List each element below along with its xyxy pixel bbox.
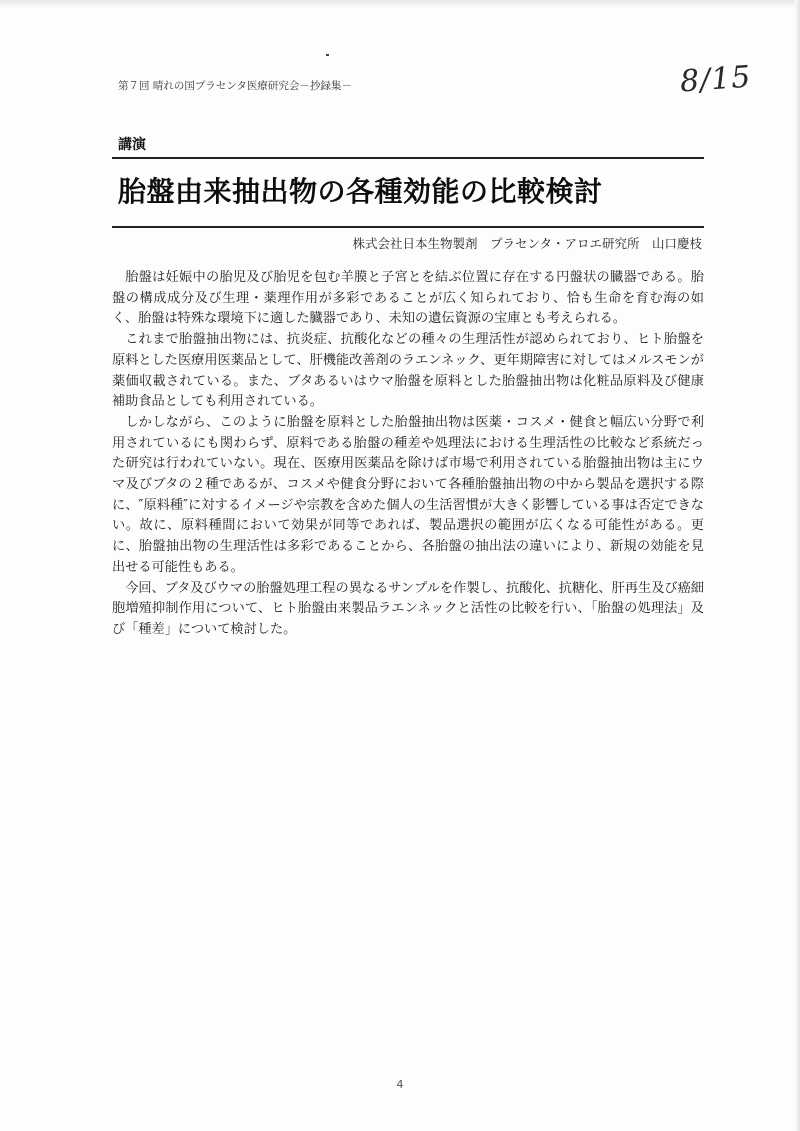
scan-speck xyxy=(326,54,329,56)
handwritten-date-note: 8/15 xyxy=(678,59,753,100)
title-rule-top xyxy=(112,157,704,159)
paragraph: これまで胎盤抽出物には、抗炎症、抗酸化などの種々の生理活性が認められており、ヒト胎盤を原料とした医療用医薬品として、肝機能改善剤のラエンネック、更年期障害に対してはメルスモンが薬価収載されている。また、ブタあるいはウマ胎盤を原料とした胎盤抽出物は化粧品原料及び健康補助食品としても利用されている。 xyxy=(112,332,704,410)
title-rule-bottom xyxy=(112,226,704,228)
paragraph: 胎盤は妊娠中の胎児及び胎児を包む羊膜と子宮とを結ぶ位置に存在する円盤状の臓器である。胎盤の構成成分及び生理・薬理作用が多彩であることが広く知られており、恰も生命を育む海の如く、胎盤は特殊な環境下に適した臓器であり、未知の遺伝資源の宝庫とも考えられる。 xyxy=(112,270,704,327)
section-label: 講演 xyxy=(118,137,146,153)
page-number: 4 xyxy=(396,1078,404,1091)
article-title: 胎盤由来抽出物の各種効能の比較検討 xyxy=(118,175,603,208)
paragraph: しかしながら、このように胎盤を原料とした胎盤抽出物は医薬・コスメ・健食と幅広い分野で利用されているにも関わらず、原料である胎盤の種差や処理法における生理活性の比較など系統だった研究は行われていない。現在、医療用医薬品を除けば市場で利用されている胎盤抽出物は主にウマ及びブタの２種であるが、コスメや健食分野において各種胎盤抽出物の中から製品を選択する際に、″原料種″に対するイメージや宗教を含めた個人の生活習慣が大きく影響している事は否定できない。故に、原料種間において効果が同等であれば、製品選択の範囲が広くなる可能性がある。更に、胎盤抽出物の生理活性は多彩であることから、各胎盤の抽出法の違いにより、新規の効能を見出せる可能性もある。 xyxy=(112,414,704,575)
author-affiliation: 株式会社日本生物製剤 プラセンタ・アロエ研究所 山口慶枝 xyxy=(352,236,702,251)
abstract-body xyxy=(112,268,704,641)
running-header: 第７回 晴れの国プラセンタ医療研究会－抄録集－ xyxy=(118,80,352,92)
scan-shadow-right xyxy=(795,0,800,1131)
scan-shadow-top xyxy=(0,0,800,8)
paragraph: 今回、ブタ及びウマの胎盤処理工程の異なるサンプルを作製し、抗酸化、抗糖化、肝再生及び癌細胞増殖抑制作用について、ヒト胎盤由来製品ラエンネックと活性の比較を行い、「胎盤の処理法」及び「種差」について検討した。 xyxy=(112,580,704,637)
